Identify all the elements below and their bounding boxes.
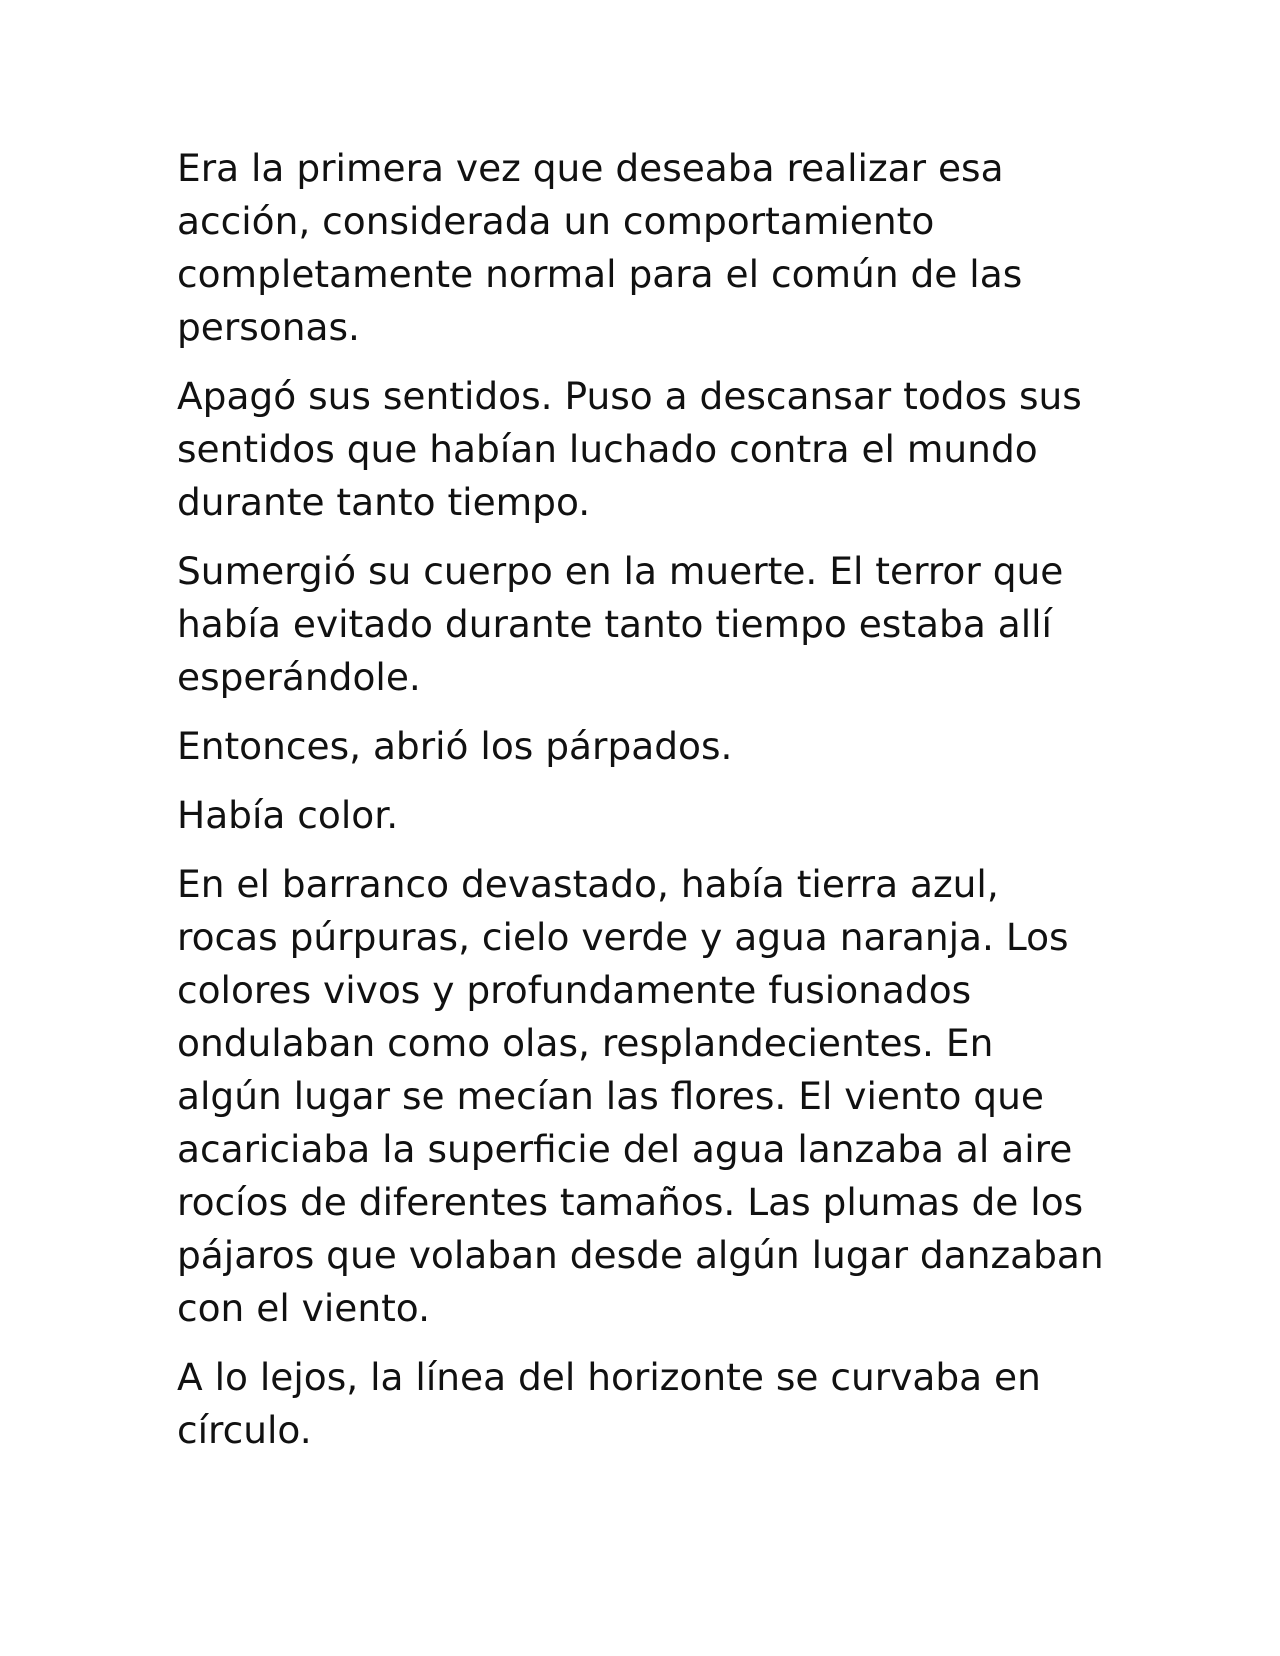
paragraph-1: Era la primera vez que deseaba realizar esa acción, considerada un comportamiento completamente normal para el común de las personas. [177,146,1023,349]
paragraph-7: A lo lejos, la línea del horizonte se curvaba en círculo. [177,1355,1041,1452]
document-page [177,142,1107,1473]
paragraph-6: En el barranco devastado, había tierra azul, rocas púrpuras, cielo verde y agua naranja. Los colores vivos y profundamente fusionados ondulaban como olas, resplandecientes. En algún lugar se mecían las flores. El viento que acariciaba la superficie del agua lanzaba al aire rocíos de diferentes tamaños. Las plumas de los pájaros que volaban desde algún lugar danzaban con el viento. [177,862,1104,1330]
paragraph-5: Había color. [177,793,399,837]
paragraph-4: Entonces, abrió los párpados. [177,724,733,768]
paragraph-3: Sumergió su cuerpo en la muerte. El terror que había evitado durante tanto tiempo estaba allí esperándole. [177,549,1064,699]
paragraph-2: Apagó sus sentidos. Puso a descansar todos sus sentidos que habían luchado contra el mundo durante tanto tiempo. [177,374,1082,524]
